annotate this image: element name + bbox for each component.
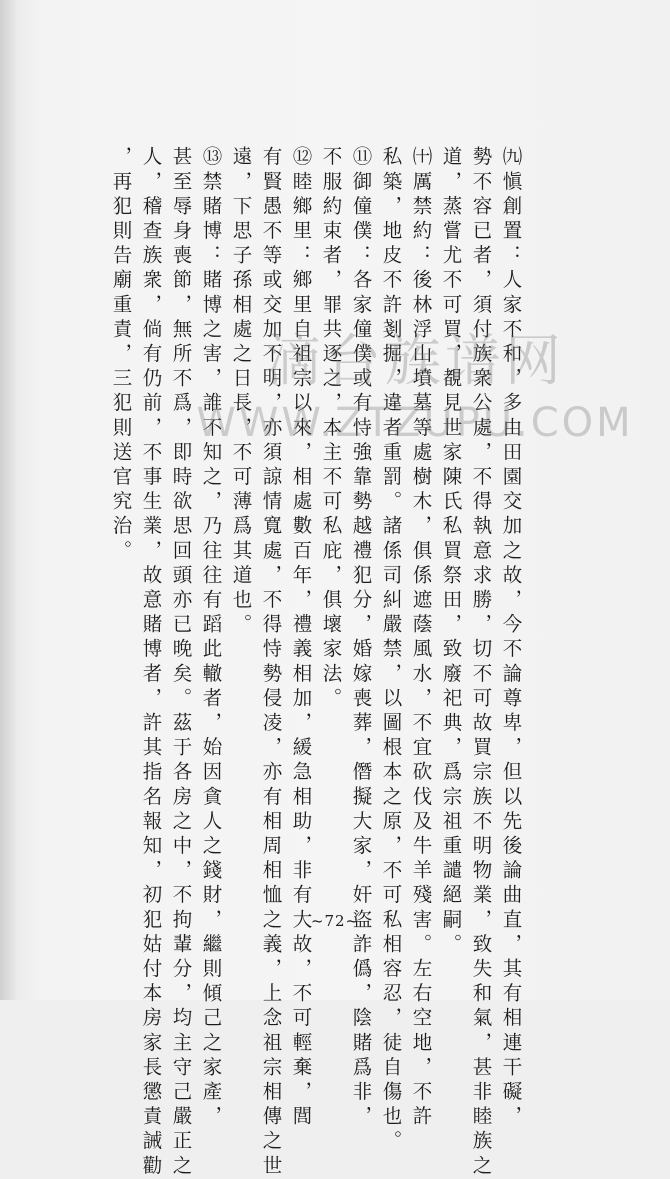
text-column: 人，稽查族衆，倘有仍前，不事生業，故意賭博者，許其指名報知，初犯姑付本房家長懲責誡勸 (139, 146, 163, 1179)
watermark-chinese: 滴台族谱网 (265, 329, 565, 394)
text-column: ⑪御僮僕：各家僮僕或有恃強靠勢越禮犯分，婚嫁喪葬，僭擬大家，奸盜詐僞，陰賭爲非， (349, 146, 373, 1130)
page-spine-shadow (0, 0, 18, 1000)
text-column: ⑬禁賭博：賭博之害，誰不知之，乃往往有蹈此轍者，始因貪人之錢財，繼則傾己之家產， (199, 146, 223, 1130)
text-column: ⑫睦鄉里：鄉里自祖宗以來，相處數百年，禮義相加，緩急相助，非有大故，不可輕棄，閭 (289, 146, 313, 1130)
text-column: ㈨愼創置：人家不和，多由田園交加之故，今不論尊卑，但以先後論曲直，其有相連干礙， (499, 146, 523, 1130)
page-number: ~72~ (310, 912, 360, 930)
text-column: 私築，地皮不許剗掘，違者重罰。諸係司糾嚴禁，以圖根本之原，不可私相容忍，徒自傷也。 (379, 146, 403, 1155)
text-column: 遠，下思子孫相處之日長，不可薄爲其道也。 (229, 146, 253, 638)
text-column: ，再犯則告廟重責，三犯則送官究治。 (109, 146, 133, 565)
watermark-latin: WWW.ZTZUPU.COM (196, 400, 634, 446)
text-column: ㈩厲禁約：後林浮山墳墓等處樹木，俱係遮蔭風水，不宜砍伐及牛羊殘害。左右空地，不許 (409, 146, 433, 1130)
text-column: 不服約束者，罪共逐之，本主不可私庇，俱壞家法。 (319, 146, 343, 712)
text-column: 道，蒸嘗尤不可買，覩見世家陳氏私買祭田，致廢祀典，爲宗祖重譴絕嗣。 (439, 146, 463, 958)
text-column: 勢不容已者，須付族衆公處，不得執意求勝，切不可故買宗族不明物業，致失和氣，甚非睦族之 (469, 146, 493, 1179)
text-column: 甚至辱身喪節，無所不爲，即時欲思回頭亦已晚矣。茲于各房之中，不拘輩分，均主守己嚴正之 (169, 146, 193, 1179)
text-column: 有賢愚不等或交加不明，亦須諒情寬處，不得恃勢侵凌，亦有相周相恤之義，上念祖宗相傳之世 (259, 146, 283, 1179)
